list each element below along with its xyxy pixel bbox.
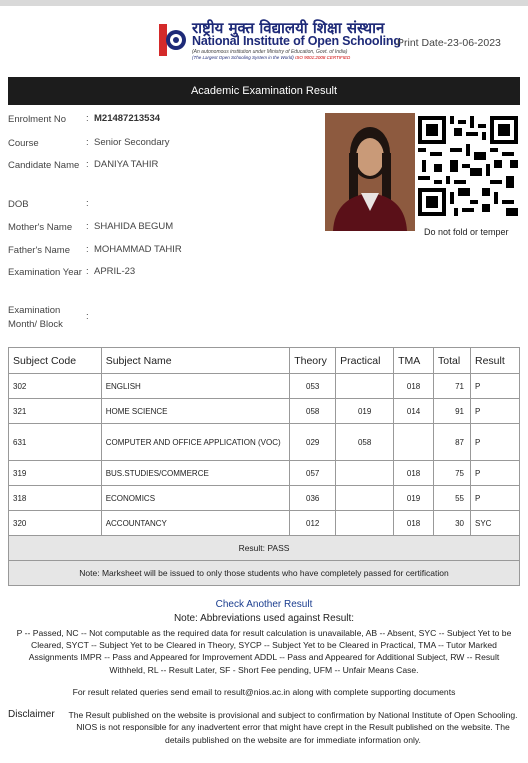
cell-practical — [336, 461, 394, 486]
tagline-text: (The Largest Open Schooling System in the World) — [192, 55, 294, 60]
top-strip — [0, 0, 528, 6]
info-value: MOHAMMAD TAHIR — [94, 244, 182, 255]
cell-tma: 018 — [394, 461, 434, 486]
result-summary: Result: PASS — [9, 536, 520, 561]
cell-result: P — [471, 486, 520, 511]
disclaimer-text: The Result published on the website is provisional and subject to confirmation by National Institute of Open Schooling. NIOS is not responsible for any inadvertent error that might have crept in the Result published on the website. The details published on the website are for immediate information only. — [68, 710, 518, 745]
cell-result: P — [471, 461, 520, 486]
iso-text: ISO 9001:2008 CERTIFIED — [295, 55, 351, 60]
cell-code: 319 — [9, 461, 102, 486]
header-practical: Practical — [336, 348, 394, 374]
info-label: DOB — [8, 199, 29, 210]
cell-tma — [394, 424, 434, 461]
cell-theory: 029 — [290, 424, 336, 461]
table-row — [9, 486, 520, 511]
nios-logo-icon — [157, 20, 187, 60]
cell-tma: 014 — [394, 399, 434, 424]
cell-tma: 019 — [394, 486, 434, 511]
candidate-photo — [325, 113, 415, 231]
cell-code: 320 — [9, 511, 102, 536]
check-another-result-link[interactable]: Check Another Result — [215, 599, 313, 610]
header-subject-code: Subject Code — [9, 348, 102, 374]
cell-total: 75 — [434, 461, 471, 486]
info-value: DANIYA TAHIR — [94, 159, 159, 170]
info-label: Candidate Name — [8, 160, 80, 171]
queries-note: For result related queries send email to result@nios.ac.in along with complete supporting documents — [72, 687, 456, 697]
cell-theory: 058 — [290, 399, 336, 424]
info-label: Examination Year — [8, 267, 82, 278]
table-row — [9, 424, 520, 461]
cell-theory: 036 — [290, 486, 336, 511]
cell-theory: 012 — [290, 511, 336, 536]
cell-name: ENGLISH — [101, 374, 290, 399]
cell-tma: 018 — [394, 374, 434, 399]
cell-practical — [336, 511, 394, 536]
header-total: Total — [434, 348, 471, 374]
cell-name: BUS.STUDIES/COMMERCE — [101, 461, 290, 486]
cell-practical: 058 — [336, 424, 394, 461]
info-label: Examination Month/ Block — [8, 305, 63, 330]
cell-total: 55 — [434, 486, 471, 511]
page-title: Academic Examination Result — [8, 77, 520, 105]
cell-total: 91 — [434, 399, 471, 424]
cell-result: P — [471, 399, 520, 424]
cell-code: 631 — [9, 424, 102, 461]
marks-table — [8, 347, 520, 586]
table-row — [9, 374, 520, 399]
info-label: Father's Name — [8, 245, 71, 256]
info-value: APRIL-23 — [94, 266, 136, 277]
abbreviations-title: Note: Abbreviations used against Result: — [173, 613, 355, 624]
cell-name: ECONOMICS — [101, 486, 290, 511]
cell-total: 71 — [434, 374, 471, 399]
cell-code: 318 — [9, 486, 102, 511]
fold-note: Do not fold or temper — [424, 227, 509, 237]
cell-theory: 057 — [290, 461, 336, 486]
cell-total: 30 — [434, 511, 471, 536]
cell-code: 321 — [9, 399, 102, 424]
institute-subtitle: (An autonomous institution under Ministry of Education, Govt. of India) — [192, 49, 348, 55]
table-header-row — [9, 348, 520, 374]
cell-tma: 018 — [394, 511, 434, 536]
info-value: Senior Secondary — [94, 137, 170, 148]
cell-result: P — [471, 424, 520, 461]
cell-practical — [336, 486, 394, 511]
qr-code-icon — [418, 116, 518, 216]
institute-name: National Institute of Open Schooling — [192, 34, 401, 48]
header-subject-name: Subject Name — [101, 348, 290, 374]
print-date: Print Date-23-06-2023 — [397, 37, 501, 49]
note-row — [9, 561, 520, 586]
cell-practical — [336, 374, 394, 399]
cell-name: ACCOUNTANCY — [101, 511, 290, 536]
disclaimer-label: Disclaimer — [8, 709, 55, 720]
table-row — [9, 461, 520, 486]
header-result: Result — [471, 348, 520, 374]
header-tma: TMA — [394, 348, 434, 374]
cell-code: 302 — [9, 374, 102, 399]
cell-theory: 053 — [290, 374, 336, 399]
info-value: M21487213534 — [94, 113, 161, 124]
marksheet-note: Note: Marksheet will be issued to only those students who have completely passed for certification — [9, 561, 520, 586]
table-row — [9, 399, 520, 424]
table-row — [9, 511, 520, 536]
info-label: Course — [8, 138, 39, 149]
info-label: Enrolment No — [8, 114, 67, 125]
cell-practical: 019 — [336, 399, 394, 424]
cell-result: SYC — [471, 511, 520, 536]
cell-total: 87 — [434, 424, 471, 461]
abbreviations-text: P -- Passed, NC -- Not computable as the required data for result calculation is unavailable, AB -- Absent, SYC -- Subject Yet to be Cleared, SYCT -- Subject Yet to be Cleared in Theory, SYCP -- Subject Yet to be Cleared in Practical, TMA -- Tutor Marked Assignments IMPR -- Pass and Appeared for Improvement ADDL -- Pass and Appeared for Additional Subject, RW -- Result Withheld, RL -- Result Later, SF - Short Fee pending, UFM -- Unfair Means Case. — [16, 628, 512, 675]
institute-tagline — [192, 55, 350, 60]
cell-name: HOME SCIENCE — [101, 399, 290, 424]
cell-result: P — [471, 374, 520, 399]
info-label: Mother's Name — [8, 222, 73, 233]
result-summary-row — [9, 536, 520, 561]
cell-name: COMPUTER AND OFFICE APPLICATION (VOC) — [101, 424, 290, 461]
header-theory: Theory — [290, 348, 336, 374]
institute-hindi-name: राष्ट्रीय मुक्त विद्यालयी शिक्षा संस्थान — [192, 19, 385, 37]
info-value: SHAHIDA BEGUM — [94, 221, 174, 232]
page-header — [0, 12, 528, 72]
